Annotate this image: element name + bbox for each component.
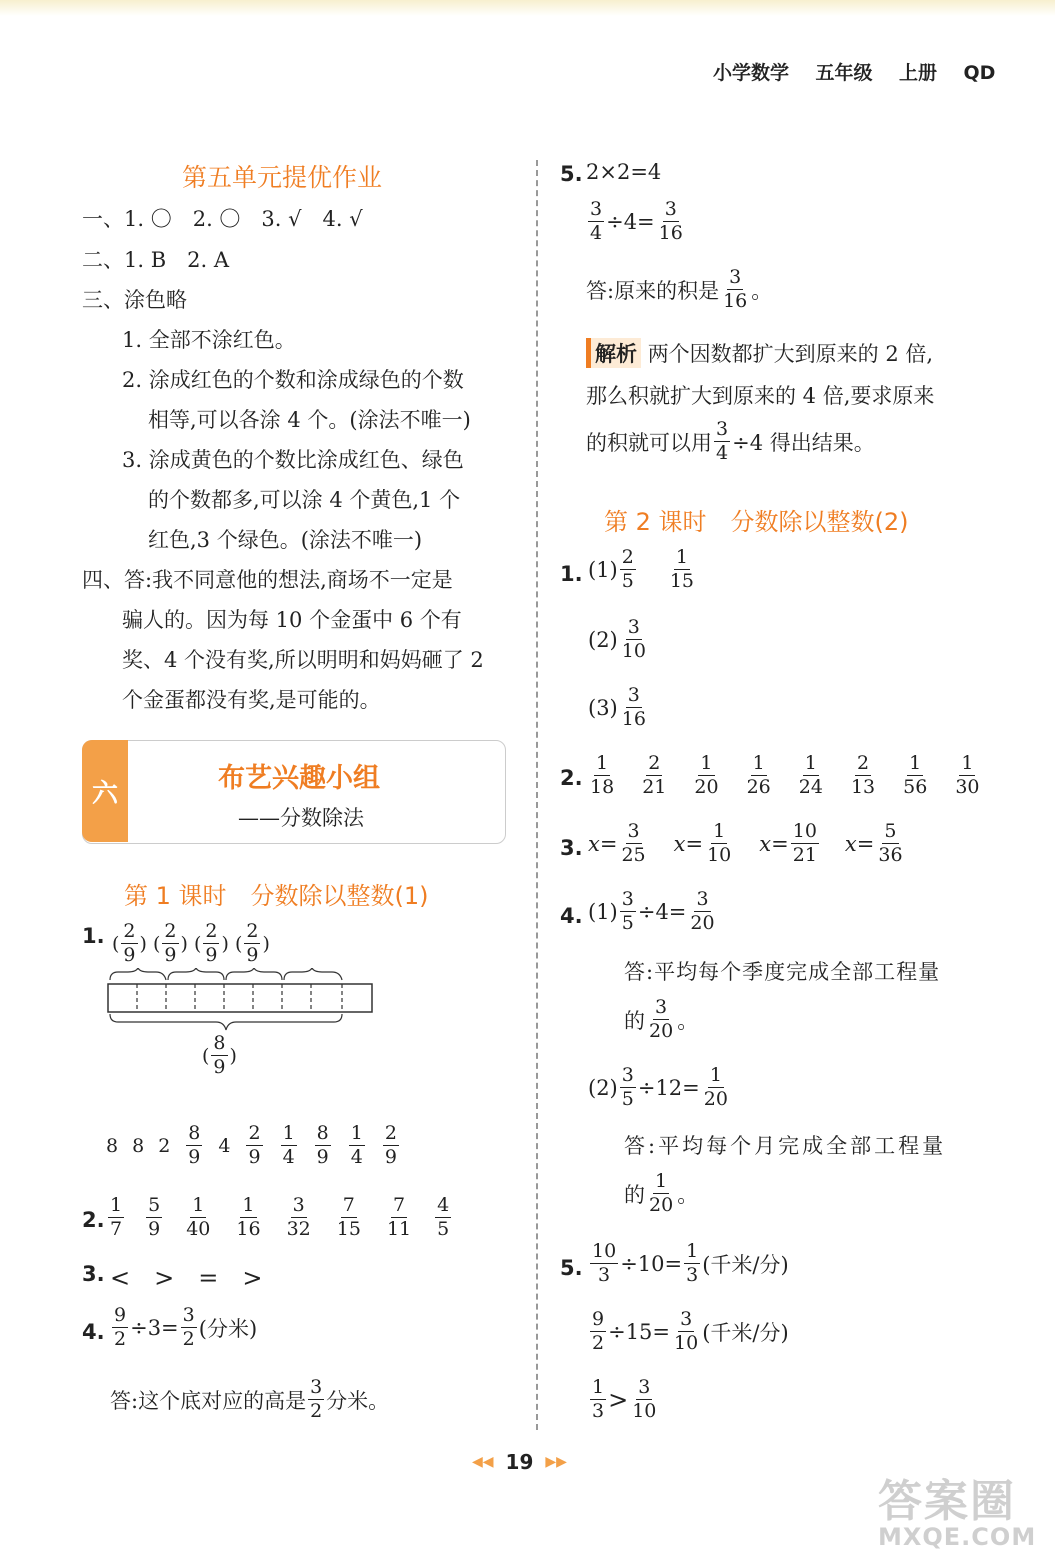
header-grade: 五年级 (815, 62, 873, 84)
unit5-q3-3a: 3. 涂成黄色的个数比涂成红色、绿色 (122, 448, 464, 472)
l2-q4-2-ans-b: 的 $\frac{1}{20}$ 。 (624, 1170, 699, 1216)
l1-q1-brace-labels: ( $\frac{2}{9}$ ) ( $\frac{2}{9}$ ) ( $\frac{2}{9}$ ) ( $\frac{2}{9}$ ) (112, 920, 270, 966)
l1-q1-total: ( $\frac{8}{9}$ ) (202, 1032, 237, 1078)
unit5-q4c: 奖、4 个没有奖,所以明明和妈妈砸了 2 (122, 648, 484, 672)
next-arrows-icon: ▶▶ (545, 1454, 567, 1470)
fraction: $\frac{1}{40}$ (186, 1194, 211, 1240)
unit5-q3-2b: 相等,可以各涂 4 个。(涂法不唯一) (148, 408, 471, 432)
fraction: $\frac{2}{9}$ (248, 1122, 261, 1168)
fraction: $\frac{1}{30}$ (955, 752, 980, 798)
header-subject: 小学数学 (713, 62, 790, 84)
l2-q3-label: 3. (560, 836, 583, 860)
l2-q1-1: (1) $\frac{2}{5}$ $\frac{1}{15}$ (588, 546, 695, 592)
unit5-q3-1: 1. 全部不涂红色。 (122, 328, 296, 352)
fraction: $\frac{2}{9}$ (123, 920, 136, 966)
l2-q1-label: 1. (560, 562, 583, 586)
l1-q2-answers (106, 1196, 453, 1239)
fraction: $\frac{3}{4}$ (716, 418, 729, 464)
l2-q2-label: 2. (560, 766, 583, 790)
fraction: $\frac{5}{9}$ (148, 1194, 161, 1240)
l1-q4-answer: 答:这个底对应的高是 $\frac{3}{2}$ 分米。 (110, 1376, 390, 1422)
fraction: $\frac{1}{7}$ (110, 1194, 123, 1240)
fraction: $\frac{3}{16}$ (621, 684, 646, 730)
fraction: $\frac{1}{24}$ (798, 752, 823, 798)
l2-q5-line3: $\frac{1}{3}$ > $\frac{3}{10}$ (592, 1376, 657, 1422)
fraction: $\frac{3}{4}$ (590, 198, 603, 244)
fraction: $\frac{10}{21}$ (792, 820, 817, 866)
unit6-title: 布艺兴趣小组 (218, 763, 380, 794)
column-divider (536, 160, 538, 1430)
lesson2-title: 第 2 课时 分数除以整数(2) (604, 508, 909, 536)
fraction: $\frac{2}{9}$ (164, 920, 177, 966)
unit5-q3-2a: 2. 涂成红色的个数和涂成绿色的个数 (122, 368, 464, 392)
fraction: $\frac{2}{5}$ (621, 546, 634, 592)
fraction: $\frac{3}{5}$ (621, 1064, 634, 1110)
fraction: $\frac{3}{16}$ (723, 266, 748, 312)
watermark: 答案圈 MXQE.COM (878, 1476, 1037, 1551)
fraction: $\frac{1}{20}$ (649, 1170, 674, 1216)
r-jiexi-line1: 解析 两个因数都扩大到原来的 2 倍, (586, 338, 933, 368)
fraction: $\frac{2}{9}$ (246, 920, 259, 966)
page-footer (472, 1450, 567, 1474)
l2-q4-1-ans-a: 答:平均每个季度完成全部工程量 (624, 960, 941, 984)
fraction: $\frac{3}{5}$ (621, 888, 634, 934)
fraction: $\frac{1}{18}$ (590, 752, 615, 798)
unit5-q3-3c: 红色,3 个绿色。(涂法不唯一) (148, 528, 423, 552)
l2-q5-label: 5. (560, 1256, 583, 1280)
unit5-q1: 一、1. 〇 2. 〇 3. √ 4. √ (82, 207, 363, 231)
fraction: $\frac{1}{56}$ (903, 752, 928, 798)
fraction: $\frac{3}{10}$ (621, 616, 646, 662)
l1-q3-answers: < > = > (110, 1264, 263, 1292)
r-jiexi-line3: 的积就可以用 $\frac{3}{4}$ ÷4 得出结果。 (586, 418, 875, 464)
r-q5-line2: $\frac{3}{4}$ ÷4= $\frac{3}{16}$ (590, 198, 683, 244)
l2-q1-2: (2) $\frac{3}{10}$ (588, 616, 646, 662)
r-jiexi-line2: 那么积就扩大到原来的 4 倍,要求原来 (586, 384, 935, 408)
r-q5-answer: 答:原来的积是 $\frac{3}{16}$ 。 (586, 266, 773, 312)
prev-arrows-icon: ◀◀ (472, 1454, 494, 1470)
fraction: $\frac{8}{9}$ (188, 1122, 201, 1168)
fraction: $\frac{2}{9}$ (384, 1122, 397, 1168)
unit5-q3-3b: 的个数都多,可以涂 4 个黄色,1 个 (148, 488, 461, 512)
l1-q3-label: 3. (82, 1262, 105, 1286)
fraction: $\frac{1}{16}$ (236, 1194, 261, 1240)
l2-q4-1-ans-b: 的 $\frac{3}{20}$ 。 (624, 996, 699, 1042)
fraction: $\frac{1}{3}$ (592, 1376, 605, 1422)
page-header (713, 58, 995, 85)
fraction: $\frac{3}{10}$ (674, 1308, 699, 1354)
l2-q4-2-ans-a: 答:平均每个月完成全部工程量 (624, 1134, 947, 1158)
l1-q1-answers: 8 8 2 $\frac{8}{9}$ 4 $\frac{2}{9}$ $\frac{1}{4}$ $\frac{8}{9}$ $\frac{1}{4}$ $\frac{2}{9}$ (106, 1122, 397, 1168)
fraction: $\frac{10}{3}$ (592, 1240, 617, 1286)
fraction: $\frac{1}{4}$ (282, 1122, 295, 1168)
unit5-q4d: 个金蛋都没有奖,是可能的。 (122, 688, 381, 712)
l2-q4-2: (2) $\frac{3}{5}$ ÷12= $\frac{1}{20}$ (588, 1064, 728, 1110)
l2-q5-line1: $\frac{10}{3}$ ÷10= $\frac{1}{3}$ (千米/分) (592, 1240, 789, 1286)
fraction: $\frac{1}{20}$ (694, 752, 719, 798)
fraction: $\frac{3}{20}$ (690, 888, 715, 934)
l1-q4-equation: $\frac{9}{2}$ ÷3= $\frac{3}{2}$ (分米) (114, 1304, 258, 1350)
l2-q2-answers (586, 754, 984, 797)
r-q5-line1: 2×2=4 (586, 160, 662, 184)
unit6-subtitle: ——分数除法 (238, 806, 364, 830)
top-edge (0, 0, 1055, 16)
unit5-q2: 二、1. B 2. A (82, 248, 230, 272)
fraction: $\frac{8}{9}$ (316, 1122, 329, 1168)
l1-q2-label: 2. (82, 1208, 105, 1232)
unit5-q3-head: 三、涂色略 (82, 288, 187, 312)
fraction: $\frac{7}{15}$ (336, 1194, 361, 1240)
l2-q1-3: (3) $\frac{3}{16}$ (588, 684, 646, 730)
fraction: $\frac{3}{2}$ (310, 1376, 323, 1422)
fraction: $\frac{1}{10}$ (707, 820, 732, 866)
fraction: $\frac{1}{3}$ (686, 1240, 699, 1286)
l1-q1-label: 1. (82, 924, 105, 948)
fraction: $\frac{7}{11}$ (386, 1194, 412, 1240)
fraction: $\frac{8}{9}$ (213, 1032, 226, 1078)
fraction: $\frac{1}{20}$ (703, 1064, 728, 1110)
fraction-bar-diagram (104, 968, 376, 1036)
fraction: $\frac{3}{2}$ (182, 1304, 195, 1350)
fraction: $\frac{1}{4}$ (350, 1122, 363, 1168)
page-number: 19 (505, 1450, 534, 1474)
l2-q5-line2: $\frac{9}{2}$ ÷15= $\frac{3}{10}$ (千米/分) (592, 1308, 789, 1354)
fraction: $\frac{1}{26}$ (746, 752, 771, 798)
r-q5-label: 5. (560, 162, 583, 186)
unit6-number: 六 (82, 740, 128, 842)
l2-q3-answers: x = $\frac{3}{25}$ x = $\frac{1}{10}$ x = $\frac{10}{21}$ x = $\frac{5}{36}$ (588, 820, 903, 866)
unit5-q4b: 骗人的。因为每 10 个金蛋中 6 个有 (122, 608, 462, 632)
fraction: $\frac{3}{32}$ (286, 1194, 311, 1240)
jiexi-tag: 解析 (586, 338, 641, 368)
fraction: $\frac{9}{2}$ (592, 1308, 605, 1354)
l2-q4-label: 4. (560, 904, 583, 928)
fraction: $\frac{2}{13}$ (850, 752, 876, 798)
fraction: $\frac{9}{2}$ (114, 1304, 127, 1350)
fraction: $\frac{3}{16}$ (658, 198, 683, 244)
fraction: $\frac{3}{20}$ (649, 996, 674, 1042)
fraction: $\frac{3}{25}$ (621, 820, 646, 866)
fraction: $\frac{5}{36}$ (878, 820, 903, 866)
fraction: $\frac{4}{5}$ (437, 1194, 450, 1240)
l2-q4-1: (1) $\frac{3}{5}$ ÷4= $\frac{3}{20}$ (588, 888, 715, 934)
fraction: $\frac{2}{9}$ (205, 920, 218, 966)
l1-q4-label: 4. (82, 1320, 105, 1344)
fraction: $\frac{2}{21}$ (642, 752, 667, 798)
fraction: $\frac{3}{10}$ (632, 1376, 657, 1422)
fraction: $\frac{1}{15}$ (669, 546, 695, 592)
header-volume: 上册 (898, 62, 937, 84)
unit5-title: 第五单元提优作业 (182, 163, 383, 192)
lesson1-title: 第 1 课时 分数除以整数(1) (124, 882, 429, 910)
unit5-q4a: 四、答:我不同意他的想法,商场不一定是 (82, 568, 453, 592)
header-edition: QD (963, 62, 996, 84)
